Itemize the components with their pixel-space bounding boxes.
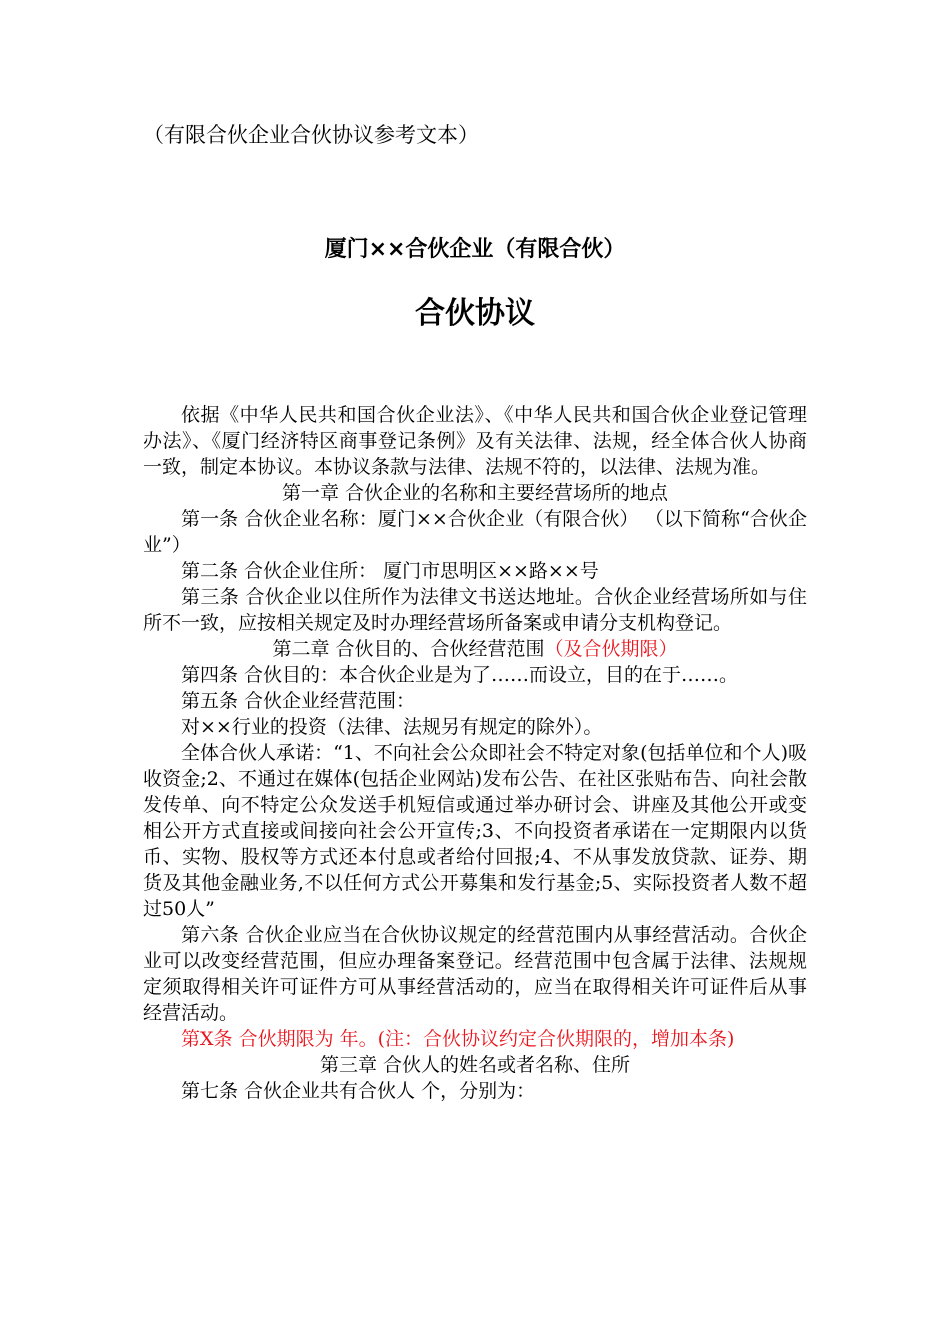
- article-7: 第七条 合伙企业共有合伙人 个，分别为：: [181, 1080, 536, 1102]
- reference-text-label: （有限合伙企业合伙协议参考文本）: [143, 123, 479, 147]
- article-2: 第二条 合伙企业住所： 厦门市思明区××路××号: [181, 560, 599, 582]
- document-title: 合伙协议: [415, 296, 535, 331]
- article-1: 第一条 合伙企业名称：厦门××合伙企业（有限合伙） （以下简称“合伙企业”）: [143, 508, 807, 556]
- preamble-paragraph: 依据《中华人民共和国合伙企业法》、《中华人民共和国合伙企业登记管理办法》、《厦门经济特区商事登记条例》及有关法律、法规，经全体合伙人协商一致，制定本协议。本协议条款与法律、法规不符的，以法律、法规为准。: [143, 404, 807, 478]
- chapter-2-heading-optional: （及合伙期限）: [544, 638, 678, 660]
- chapter-3-heading: 第三章 合伙人的姓名或者名称、住所: [319, 1054, 631, 1076]
- document-body: [143, 402, 807, 1104]
- company-title: 厦门××合伙企业（有限合伙）: [324, 237, 626, 262]
- article-6: 第六条 合伙企业应当在合伙协议规定的经营范围内从事经营活动。合伙企业可以改变经营范围，但应办理备案登记。经营范围中包含属于法律、法规规定须取得相关许可证件方可从事经营活动的，应当在取得相关许可证件后从事经营活动。: [143, 924, 807, 1024]
- chapter-2-heading-text: 第二章 合伙目的、合伙经营范围: [272, 638, 545, 660]
- chapter-2-heading: [143, 636, 807, 662]
- article-x-term: 第X条 合伙期限为 年。(注：合伙协议约定合伙期限的，增加本条): [181, 1028, 735, 1050]
- article-5: 第五条 合伙企业经营范围：: [181, 690, 416, 712]
- chapter-1-heading: 第一章 合伙企业的名称和主要经营场所的地点: [281, 482, 669, 504]
- article-4: 第四条 合伙目的：本合伙企业是为了……而设立，目的在于……。: [181, 664, 739, 686]
- article-5-scope: 对××行业的投资（法律、法规另有规定的除外）。: [181, 716, 603, 738]
- article-3: 第三条 合伙企业以住所作为法律文书送达地址。合伙企业经营场所如与住所不一致，应按相关规定及时办理经营场所备案或申请分支机构登记。: [143, 586, 807, 634]
- article-5-pledge: 全体合伙人承诺：“1、不向社会公众即社会不特定对象(包括单位和个人)吸收资金;2、不通过在媒体(包括企业网站)发布公告、在社区张贴布告、向社会散发传单、向不特定公众发送手机短信或通过举办研讨会、讲座及其他公开或变相公开方式直接或间接向社会公开宣传;3、不向投资者承诺在一定期限内以货币、实物、股权等方式还本付息或者给付回报;4、不从事发放贷款、证券、期货及其他金融业务,不以任何方式公开募集和发行基金;5、实际投资者人数不超过50人”: [143, 742, 807, 920]
